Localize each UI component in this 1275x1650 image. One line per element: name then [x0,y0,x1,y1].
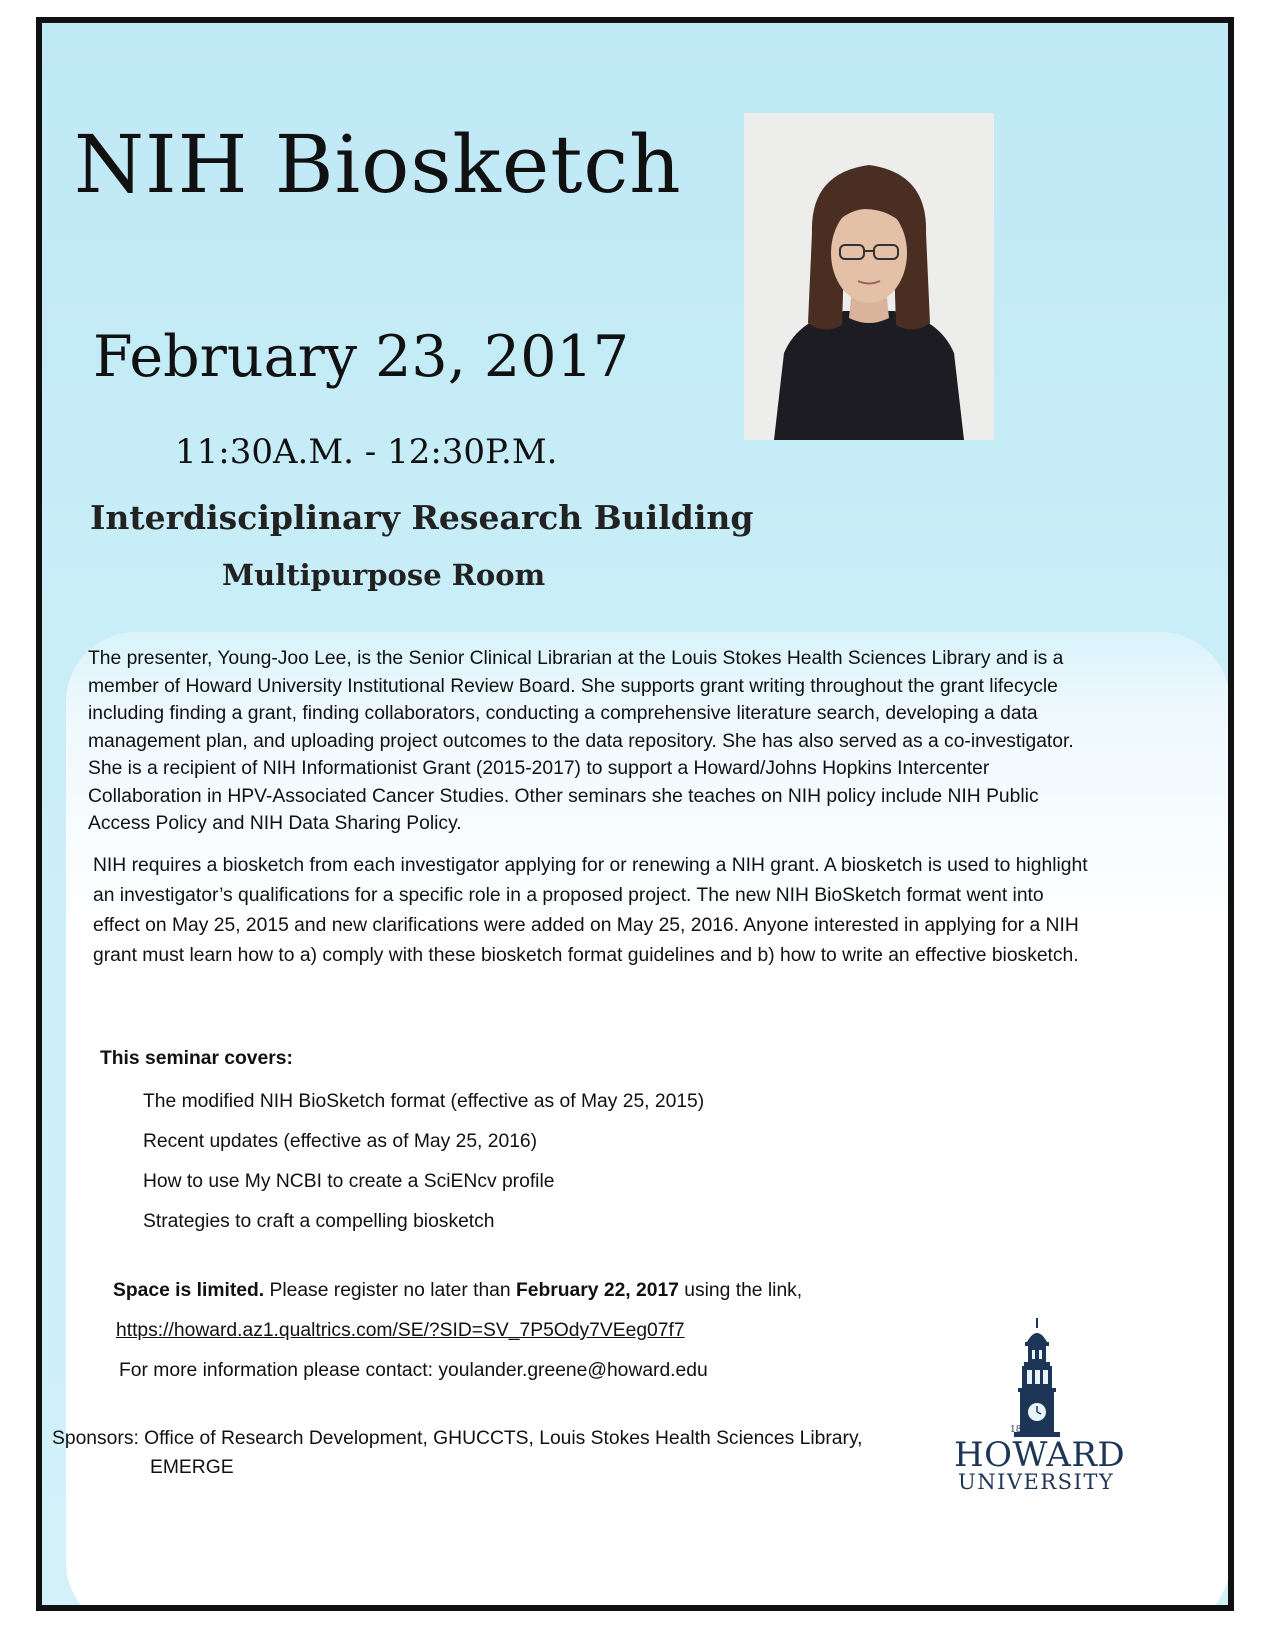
event-building: Interdisciplinary Research Building [90,498,754,537]
registration-note [113,1280,802,1302]
registration-link[interactable]: https://howard.az1.qualtrics.com/SE/?SID=SV_7P5Ody7VEeg07f7 [116,1320,685,1341]
page-title: NIH Biosketch [74,118,682,211]
logo-subtitle: UNIVERSITY [958,1470,1115,1494]
covers-list [143,1082,704,1242]
register-text-end: using the link, [678,1280,803,1301]
event-time: 11:30A.M. - 12:30P.M. [175,432,558,472]
logo-year: 1867 [1010,1425,1033,1435]
sponsors [52,1424,932,1482]
event-date: February 23, 2017 [93,324,629,390]
list-item: The modified NIH BioSketch format (effective as of May 25, 2015) [143,1091,705,1112]
biosketch-description: NIH requires a biosketch from each investigator applying for or renewing a NIH grant. A biosketch is used to highlight an investigator’s qualifications for a specific role in a proposed project. The new NIH BioSketch format went into effect on May 25, 2015 and new clarifications were added on May 25, 2016. Anyone interested in applying for a NIH grant must learn how to a) comply with these biosketch format guidelines and b) how to write an effective biosketch. [93,855,1088,966]
contact-info: For more information please contact: youlander.greene@howard.edu [119,1360,708,1381]
list-item: Recent updates (effective as of May 25, 2016) [143,1131,538,1152]
space-limited-text: Space is limited. [113,1280,265,1301]
list-item: How to use My NCBI to create a SciENcv profile [143,1171,555,1192]
list-item: Strategies to craft a compelling biosketch [143,1211,495,1232]
sponsors-line-1: Sponsors: Office of Research Development, GHUCCTS, Louis Stokes Health Sciences Library, [52,1428,863,1449]
covers-heading: This seminar covers: [100,1048,293,1069]
presenter-photo [744,113,994,440]
presenter-bio: The presenter, Young-Joo Lee, is the Senior Clinical Librarian at the Louis Stokes Health Sciences Library and is a member of Howard University Institutional Review Board. She supports grant writing throughout the grant lifecycle including finding a grant, finding collaborators, conducting a comprehensive literature search, developing a data management plan, and uploading project outcomes to the data repository. She has also served as a co-investigator. She is a recipient of NIH Informationist Grant (2015-2017) to support a Howard/Johns Hopkins Intercenter Collaboration in HPV-Associated Cancer Studies. Other seminars she teaches on NIH policy include NIH Public Access Policy and NIH Data Sharing Policy. [88,648,1074,834]
registration-deadline: February 22, 2017 [515,1280,679,1301]
logo-name: HOWARD [954,1435,1126,1475]
event-room: Multipurpose Room [222,558,546,592]
register-text: Please register no later than [264,1280,516,1301]
sponsors-line-2: EMERGE [150,1457,234,1478]
